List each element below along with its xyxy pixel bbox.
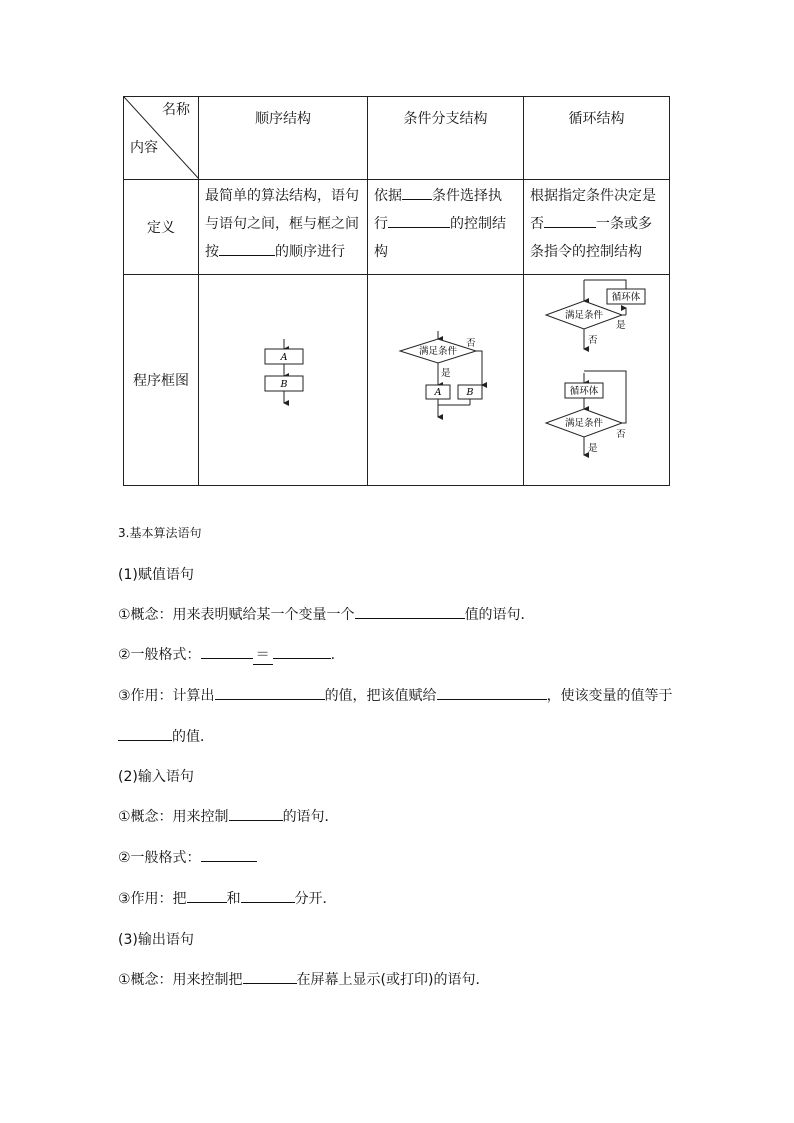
output-concept: ①概念：用来控制把 在屏幕上显示(或打印)的语句． <box>118 969 490 989</box>
blank-line <box>229 806 283 821</box>
flowchart-row-label: 程序框图 <box>124 275 199 486</box>
svg-text:满足条件: 满足条件 <box>564 418 604 429</box>
input-effect: ③作用：把 和 分开． <box>118 888 337 908</box>
blank-line <box>437 685 547 700</box>
input-heading: (2)输入语句 <box>118 769 194 785</box>
section-title: 3.基本算法语句 <box>118 526 202 540</box>
box-b-label: B <box>280 379 288 390</box>
blank-line <box>402 185 432 200</box>
no-label: 否 <box>466 338 476 349</box>
blank-line <box>241 888 295 903</box>
definition-loop: 根据指定条件决定是 否 一条或多 条指令的控制结构 <box>524 180 670 275</box>
input-format: ②一般格式： <box>118 847 257 867</box>
box-a-label: A <box>280 352 288 363</box>
svg-text:A: A <box>434 387 442 398</box>
conditional-flowchart <box>368 275 524 486</box>
svg-text:循环体: 循环体 <box>569 386 599 397</box>
blank-line <box>273 644 331 659</box>
output-heading: (3)输出语句 <box>118 932 194 948</box>
header-loop: 循环结构 <box>524 97 670 180</box>
while-no-label: 否 <box>588 335 598 346</box>
assign-heading: (1)赋值语句 <box>118 567 194 583</box>
blank-line <box>201 847 257 862</box>
input-concept: ①概念：用来控制 的语句． <box>118 806 339 826</box>
svg-text:循环体: 循环体 <box>611 292 641 303</box>
until-yes-label: 是 <box>588 443 598 454</box>
sequential-flowchart <box>199 275 368 486</box>
assign-effect-cont: 的值． <box>118 726 214 746</box>
header-sequential: 顺序结构 <box>199 97 368 180</box>
condition-label: 满足条件 <box>418 346 458 357</box>
blank-line <box>388 213 450 228</box>
structure-table <box>123 96 670 486</box>
blank-line <box>118 726 172 741</box>
assign-effect: ③作用：计算出 的值，把该值赋给 ，使该变量的值等于 <box>118 685 673 705</box>
svg-text:B: B <box>466 387 474 398</box>
blank-line <box>355 604 465 619</box>
blank-line <box>215 685 325 700</box>
loop-flowcharts <box>524 275 670 486</box>
corner-content-label: 内容 <box>130 140 158 156</box>
assign-format: ②一般格式： ＝ . <box>118 644 335 665</box>
definition-sequential: 最简单的算法结构，语句 与语句之间，框与框之间 按 的顺序进行 <box>199 180 368 275</box>
until-no-label: 否 <box>616 429 626 440</box>
table-corner-cell <box>124 97 199 180</box>
blank-line <box>219 241 275 256</box>
blank-line <box>243 969 297 984</box>
svg-text:满足条件: 满足条件 <box>564 310 604 321</box>
definition-conditional: 依据 条件选择执 行 的控制结 构 <box>368 180 524 275</box>
while-yes-label: 是 <box>616 320 626 331</box>
assign-concept: ①概念：用来表明赋给某一个变量一个 值的语句． <box>118 604 535 624</box>
yes-label: 是 <box>441 368 451 379</box>
blank-line <box>187 888 227 903</box>
blank-line <box>201 644 253 659</box>
header-conditional: 条件分支结构 <box>368 97 524 180</box>
blank-line <box>544 213 596 228</box>
corner-name-label: 名称 <box>162 102 190 118</box>
definition-row-label: 定义 <box>124 180 199 275</box>
